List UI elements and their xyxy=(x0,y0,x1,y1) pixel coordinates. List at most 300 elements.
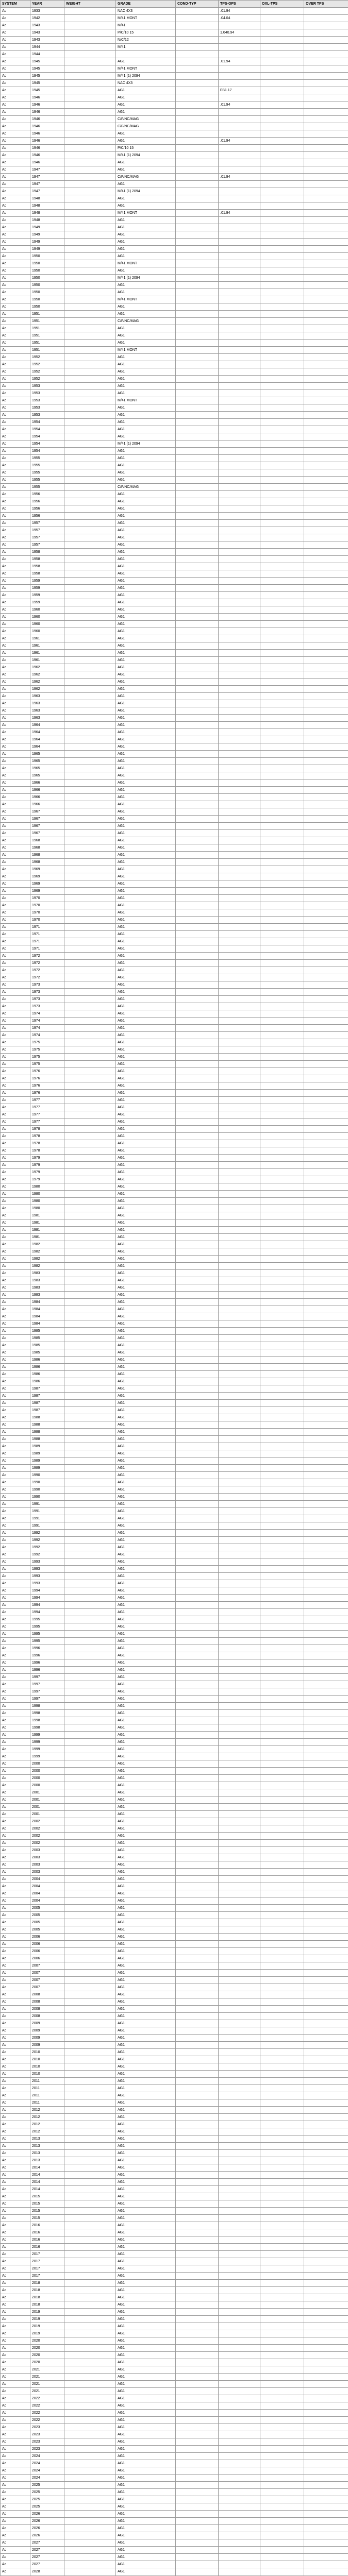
table-cell: 2025 xyxy=(30,2482,64,2489)
table-cell xyxy=(176,116,219,123)
table-row xyxy=(1,1385,348,1393)
table-cell: AG1 xyxy=(116,2056,176,2063)
table-row xyxy=(1,2114,348,2121)
table-cell: 1958 xyxy=(30,563,64,570)
table-cell xyxy=(219,1566,260,1573)
table-cell xyxy=(304,1162,348,1169)
table-cell: AG1 xyxy=(116,2532,176,2539)
table-cell: Ac xyxy=(1,563,30,570)
table-cell xyxy=(176,2164,219,2172)
table-cell xyxy=(176,174,219,181)
table-row xyxy=(1,1782,348,1789)
table-cell: 1991 xyxy=(30,1522,64,1530)
table-row xyxy=(1,2287,348,2294)
table-cell xyxy=(64,1436,116,1443)
table-cell xyxy=(176,303,219,311)
table-cell: AG1 xyxy=(116,1580,176,1587)
table-cell: AG1 xyxy=(116,592,176,599)
table-cell xyxy=(304,909,348,917)
table-cell: Ac xyxy=(1,1724,30,1732)
table-cell xyxy=(260,1876,304,1883)
table-cell xyxy=(304,1104,348,1111)
table-cell xyxy=(260,895,304,902)
table-cell xyxy=(219,1292,260,1299)
table-cell xyxy=(176,130,219,138)
table-cell: 1981 xyxy=(30,1234,64,1241)
table-row xyxy=(1,1205,348,1212)
table-cell xyxy=(176,1306,219,1313)
table-row xyxy=(1,1025,348,1032)
table-cell xyxy=(219,2035,260,2042)
table-row xyxy=(1,498,348,505)
table-cell: Ac xyxy=(1,873,30,880)
table-cell: AG1 xyxy=(116,2352,176,2359)
table-cell xyxy=(219,880,260,888)
table-cell xyxy=(219,469,260,477)
table-cell: 2005 xyxy=(30,1905,64,1912)
table-cell xyxy=(219,1450,260,1458)
table-cell: AG1 xyxy=(116,729,176,736)
table-cell xyxy=(304,794,348,801)
table-cell: Ac xyxy=(1,224,30,231)
table-cell xyxy=(304,635,348,642)
table-cell: AG1 xyxy=(116,2496,176,2503)
table-cell: Ac xyxy=(1,1414,30,1421)
table-cell xyxy=(219,635,260,642)
table-cell xyxy=(304,2554,348,2561)
table-row xyxy=(1,1941,348,1948)
table-row xyxy=(1,1724,348,1732)
table-cell: AG1 xyxy=(116,801,176,808)
table-row xyxy=(1,1861,348,1869)
table-cell xyxy=(304,138,348,145)
table-cell xyxy=(260,2222,304,2229)
table-cell: 1975 xyxy=(30,1061,64,1068)
table-cell xyxy=(260,1804,304,1811)
table-cell xyxy=(260,2273,304,2280)
table-row xyxy=(1,1602,348,1609)
table-cell xyxy=(176,1104,219,1111)
table-cell: 1952 xyxy=(30,354,64,361)
table-row xyxy=(1,953,348,960)
table-cell xyxy=(304,599,348,606)
table-cell: AG1 xyxy=(116,1320,176,1328)
table-cell xyxy=(64,2157,116,2164)
table-cell xyxy=(219,224,260,231)
table-row xyxy=(1,1688,348,1696)
table-cell: AG1 xyxy=(116,1486,176,1494)
table-cell xyxy=(219,239,260,246)
table-cell xyxy=(260,2136,304,2143)
table-cell: AG1 xyxy=(116,2446,176,2453)
table-row xyxy=(1,513,348,520)
table-cell: 2004 xyxy=(30,1876,64,1883)
table-cell: Ac xyxy=(1,1061,30,1068)
table-cell xyxy=(304,1840,348,1847)
table-cell xyxy=(176,51,219,58)
table-cell xyxy=(176,340,219,347)
table-row xyxy=(1,159,348,166)
table-cell: Ac xyxy=(1,159,30,166)
table-cell: 2004 xyxy=(30,1890,64,1897)
table-cell xyxy=(304,419,348,426)
table-cell: Ac xyxy=(1,195,30,202)
table-cell: AG1 xyxy=(116,2309,176,2316)
table-cell xyxy=(176,1212,219,1219)
table-cell xyxy=(64,1176,116,1183)
table-cell: 2012 xyxy=(30,2114,64,2121)
table-cell xyxy=(64,1710,116,1717)
table-cell xyxy=(260,440,304,448)
table-cell xyxy=(219,2561,260,2568)
table-cell: AG1 xyxy=(116,491,176,498)
table-cell xyxy=(219,1645,260,1652)
table-cell: AG1 xyxy=(116,1357,176,1364)
table-row xyxy=(1,635,348,642)
table-cell: AG1 xyxy=(116,1147,176,1155)
table-cell xyxy=(260,1494,304,1501)
table-cell: AG1 xyxy=(116,101,176,109)
table-cell: 2027 xyxy=(30,2554,64,2561)
table-cell xyxy=(260,722,304,729)
table-cell xyxy=(176,332,219,340)
table-cell: AG1 xyxy=(116,311,176,318)
table-cell xyxy=(260,484,304,491)
table-cell xyxy=(304,15,348,22)
table-cell xyxy=(176,1998,219,2006)
table-cell: 1984 xyxy=(30,1313,64,1320)
table-cell xyxy=(219,195,260,202)
table-cell: Ac xyxy=(1,2359,30,2366)
table-cell xyxy=(219,1869,260,1876)
table-row xyxy=(1,2208,348,2215)
table-cell xyxy=(219,1306,260,1313)
table-cell: AG1 xyxy=(116,1169,176,1176)
table-row xyxy=(1,1090,348,1097)
table-cell: Ac xyxy=(1,1623,30,1631)
table-cell xyxy=(260,58,304,65)
table-row xyxy=(1,2323,348,2330)
table-cell xyxy=(219,1371,260,1378)
table-row xyxy=(1,195,348,202)
table-cell: Ac xyxy=(1,1054,30,1061)
table-cell xyxy=(304,1797,348,1804)
table-cell xyxy=(260,267,304,275)
table-cell: AG1 xyxy=(116,1140,176,1147)
table-cell: Ac xyxy=(1,1501,30,1508)
table-cell: Ac xyxy=(1,2525,30,2532)
table-cell xyxy=(176,2561,219,2568)
table-cell xyxy=(219,1753,260,1760)
table-cell: 1989 xyxy=(30,1443,64,1450)
table-row xyxy=(1,1270,348,1277)
table-cell xyxy=(219,1284,260,1292)
table-cell: P/C/10 15 xyxy=(116,29,176,37)
table-cell: 1951 xyxy=(30,340,64,347)
table-cell xyxy=(304,2251,348,2258)
table-cell: AG1 xyxy=(116,779,176,787)
table-cell xyxy=(219,1494,260,1501)
table-cell xyxy=(219,2467,260,2475)
table-cell xyxy=(260,2323,304,2330)
table-cell xyxy=(176,852,219,859)
table-cell: AG1 xyxy=(116,541,176,549)
table-cell xyxy=(304,1905,348,1912)
table-cell: Ac xyxy=(1,1696,30,1703)
table-cell: 1970 xyxy=(30,917,64,924)
table-cell xyxy=(260,1479,304,1486)
table-cell xyxy=(176,1003,219,1010)
table-cell xyxy=(64,224,116,231)
table-cell xyxy=(260,94,304,101)
table-cell: Ac xyxy=(1,2323,30,2330)
table-row xyxy=(1,210,348,217)
table-cell: AG1 xyxy=(116,1962,176,1970)
table-cell: 1946 xyxy=(30,145,64,152)
table-row xyxy=(1,2035,348,2042)
table-cell xyxy=(219,1421,260,1429)
table-cell xyxy=(64,1205,116,1212)
table-cell xyxy=(176,1515,219,1522)
table-cell xyxy=(304,2352,348,2359)
table-cell: Ac xyxy=(1,1522,30,1530)
table-cell: 1948 xyxy=(30,210,64,217)
table-cell xyxy=(219,844,260,852)
table-cell xyxy=(304,1537,348,1544)
table-cell xyxy=(64,2431,116,2438)
table-cell: AG1 xyxy=(116,2006,176,2013)
table-row xyxy=(1,1032,348,1039)
table-cell: AG1 xyxy=(116,419,176,426)
table-row xyxy=(1,2229,348,2236)
table-cell xyxy=(260,2475,304,2482)
table-cell xyxy=(304,109,348,116)
table-cell: 1964 xyxy=(30,736,64,743)
table-cell xyxy=(304,505,348,513)
table-cell: M/41 MONT xyxy=(116,15,176,22)
table-cell xyxy=(260,837,304,844)
table-cell: AG1 xyxy=(116,1818,176,1825)
table-cell xyxy=(176,419,219,426)
table-cell xyxy=(219,1198,260,1205)
table-row xyxy=(1,549,348,556)
table-cell xyxy=(219,123,260,130)
table-cell: AG1 xyxy=(116,772,176,779)
table-cell: Ac xyxy=(1,520,30,527)
table-cell xyxy=(304,549,348,556)
table-cell xyxy=(64,1371,116,1378)
table-row xyxy=(1,1335,348,1342)
table-cell: AG1 xyxy=(116,2287,176,2294)
table-row xyxy=(1,1638,348,1645)
table-row xyxy=(1,296,348,303)
table-cell xyxy=(304,751,348,758)
table-cell xyxy=(219,1652,260,1659)
table-cell xyxy=(260,1674,304,1681)
table-cell xyxy=(304,22,348,29)
table-row xyxy=(1,1739,348,1746)
table-cell xyxy=(176,2208,219,2215)
table-row xyxy=(1,1948,348,1955)
table-cell xyxy=(304,628,348,635)
table-cell: Ac xyxy=(1,1782,30,1789)
table-row xyxy=(1,354,348,361)
table-row xyxy=(1,924,348,931)
table-cell xyxy=(304,974,348,981)
table-cell: Ac xyxy=(1,1465,30,1472)
table-cell: 2009 xyxy=(30,2027,64,2035)
table-cell xyxy=(304,989,348,996)
table-cell: Ac xyxy=(1,181,30,188)
table-cell: 1990 xyxy=(30,1472,64,1479)
table-row xyxy=(1,1486,348,1494)
table-cell xyxy=(260,188,304,195)
table-cell xyxy=(260,130,304,138)
table-cell xyxy=(64,1458,116,1465)
table-cell: Ac xyxy=(1,491,30,498)
table-cell: Ac xyxy=(1,981,30,989)
table-cell xyxy=(64,671,116,679)
table-cell xyxy=(64,556,116,563)
table-row xyxy=(1,152,348,159)
table-cell: AG1 xyxy=(116,895,176,902)
table-cell xyxy=(64,1566,116,1573)
table-cell xyxy=(304,2063,348,2071)
table-cell xyxy=(64,808,116,816)
table-cell xyxy=(176,1198,219,1205)
table-cell: 1957 xyxy=(30,527,64,534)
table-cell xyxy=(219,2301,260,2309)
table-cell xyxy=(304,1075,348,1082)
table-cell xyxy=(64,166,116,174)
table-cell xyxy=(176,1926,219,1934)
table-row xyxy=(1,1414,348,1421)
table-cell: AG1 xyxy=(116,376,176,383)
table-cell xyxy=(260,1811,304,1818)
table-cell xyxy=(260,239,304,246)
table-cell xyxy=(176,2424,219,2431)
table-cell: Ac xyxy=(1,1219,30,1227)
table-cell xyxy=(176,2554,219,2561)
table-cell xyxy=(176,614,219,621)
table-row xyxy=(1,2438,348,2446)
table-cell: AG1 xyxy=(116,217,176,224)
table-cell xyxy=(219,1342,260,1349)
table-cell xyxy=(304,2164,348,2172)
table-cell xyxy=(260,729,304,736)
table-cell: Ac xyxy=(1,145,30,152)
table-cell xyxy=(219,1710,260,1717)
table-cell: Ac xyxy=(1,477,30,484)
table-cell xyxy=(219,332,260,340)
table-cell: Ac xyxy=(1,679,30,686)
table-cell: M/41 (1) 2094 xyxy=(116,275,176,282)
table-cell xyxy=(176,1155,219,1162)
table-cell: Ac xyxy=(1,231,30,239)
table-cell xyxy=(219,2172,260,2179)
table-cell xyxy=(176,1313,219,1320)
table-cell xyxy=(64,1421,116,1429)
table-cell xyxy=(260,1623,304,1631)
table-cell xyxy=(176,2049,219,2056)
table-cell: 1985 xyxy=(30,1328,64,1335)
table-cell: 2008 xyxy=(30,2013,64,2020)
table-cell: Ac xyxy=(1,2511,30,2518)
table-cell xyxy=(260,1645,304,1652)
table-cell: 1984 xyxy=(30,1306,64,1313)
table-cell: 1975 xyxy=(30,1046,64,1054)
table-cell xyxy=(219,1522,260,1530)
table-cell: 2005 xyxy=(30,1919,64,1926)
table-cell xyxy=(304,1659,348,1667)
table-row xyxy=(1,801,348,808)
table-cell xyxy=(219,1191,260,1198)
table-cell: Ac xyxy=(1,1530,30,1537)
table-cell xyxy=(176,2532,219,2539)
table-cell: C/F/NC/MAG xyxy=(116,174,176,181)
table-row xyxy=(1,592,348,599)
table-cell xyxy=(219,606,260,614)
table-cell: Ac xyxy=(1,260,30,267)
table-cell xyxy=(176,2287,219,2294)
table-cell xyxy=(176,1263,219,1270)
table-cell xyxy=(64,722,116,729)
table-cell xyxy=(219,1703,260,1710)
table-cell xyxy=(260,621,304,628)
table-cell xyxy=(176,1133,219,1140)
table-row xyxy=(1,888,348,895)
table-cell xyxy=(304,1342,348,1349)
table-cell xyxy=(176,772,219,779)
table-cell xyxy=(219,275,260,282)
table-cell xyxy=(176,642,219,650)
table-cell: 2013 xyxy=(30,2143,64,2150)
table-cell: Ac xyxy=(1,1479,30,1486)
table-cell xyxy=(304,866,348,873)
table-cell xyxy=(176,2273,219,2280)
table-cell xyxy=(260,2532,304,2539)
table-row xyxy=(1,448,348,455)
table-cell: AG1 xyxy=(116,498,176,505)
table-cell: AG1 xyxy=(116,2107,176,2114)
table-cell xyxy=(260,1681,304,1688)
table-cell: Ac xyxy=(1,1169,30,1176)
table-cell: 1985 xyxy=(30,1349,64,1357)
table-cell xyxy=(176,2323,219,2330)
table-cell xyxy=(176,1458,219,1465)
table-cell: AG1 xyxy=(116,859,176,866)
table-cell xyxy=(64,260,116,267)
table-cell: AG1 xyxy=(116,138,176,145)
table-cell: Ac xyxy=(1,2006,30,2013)
table-cell: 2012 xyxy=(30,2107,64,2114)
table-cell xyxy=(304,1371,348,1378)
table-cell xyxy=(176,1522,219,1530)
table-cell: AG1 xyxy=(116,1465,176,1472)
table-row xyxy=(1,2366,348,2374)
table-cell xyxy=(260,376,304,383)
table-cell xyxy=(176,1703,219,1710)
table-cell xyxy=(219,404,260,412)
table-cell xyxy=(304,1703,348,1710)
table-cell: 1993 xyxy=(30,1558,64,1566)
table-cell: 1958 xyxy=(30,549,64,556)
table-cell: Ac xyxy=(1,2208,30,2215)
table-cell: 2025 xyxy=(30,2496,64,2503)
table-row xyxy=(1,2049,348,2056)
table-cell xyxy=(260,347,304,354)
table-cell xyxy=(304,2265,348,2273)
